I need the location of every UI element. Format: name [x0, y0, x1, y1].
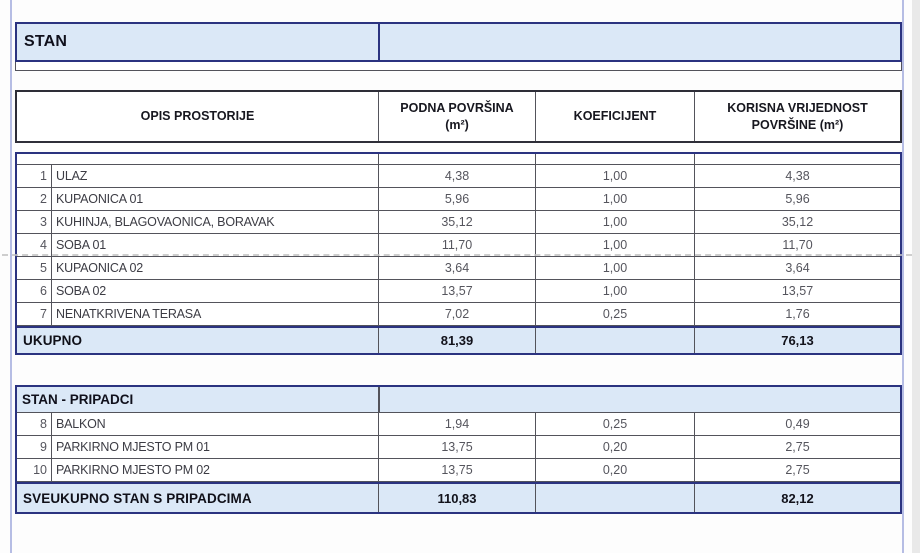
room-name-cell: KUPAONICA 01	[52, 188, 379, 210]
room-number-cell: 8	[17, 413, 52, 435]
floor-area-cell: 1,94	[379, 413, 536, 435]
pripadci-band-divider	[378, 387, 380, 412]
room-number-cell: 6	[17, 280, 52, 302]
floor-area-cell: 4,38	[379, 165, 536, 187]
dashed-guide-line	[2, 254, 912, 256]
room-number-cell: 10	[17, 459, 52, 481]
room-number-cell: 2	[17, 188, 52, 210]
room-row	[17, 280, 900, 303]
room-name-cell: SOBA 01	[52, 234, 379, 256]
col-header-koeficijent-label: KOEFICIJENT	[573, 109, 657, 124]
sveukupno-useful-area: 82,12	[781, 490, 814, 506]
col-header-podna-line1: PODNA POVRŠINA	[400, 101, 514, 116]
col-header-koeficijent	[536, 92, 695, 141]
room-number-cell: 9	[17, 436, 52, 458]
pripadci-row	[17, 459, 900, 482]
room-name-cell: BALKON	[52, 413, 379, 435]
room-name-cell: NENATKRIVENA TERASA	[52, 303, 379, 325]
page-break-guide-left	[10, 0, 12, 553]
col-header-podna-line2: (m²)	[445, 117, 469, 132]
room-number-cell: 1	[17, 165, 52, 187]
room-name-cell: ULAZ	[52, 165, 379, 187]
stan-band-divider	[378, 24, 380, 60]
page-break-guide-right	[902, 0, 904, 553]
col-header-opis	[17, 92, 379, 141]
useful-area-cell: 13,57	[781, 284, 814, 298]
room-name-cell: SOBA 02	[52, 280, 379, 302]
room-name-cell: KUHINJA, BLAGOVAONICA, BORAVAK	[52, 211, 379, 233]
sveukupno-floor-area: 110,83	[379, 484, 536, 512]
col-header-korisna-line2: POVRŠINE (m²)	[751, 117, 844, 132]
room-number-cell: 7	[17, 303, 52, 325]
ukupno-label: UKUPNO	[17, 328, 379, 353]
floor-area-cell: 13,75	[379, 436, 536, 458]
useful-area-cell: 35,12	[781, 215, 814, 229]
room-number-cell: 3	[17, 211, 52, 233]
sveukupno-label: SVEUKUPNO STAN S PRIPADCIMA	[17, 484, 379, 512]
useful-area-cell: 0,49	[785, 417, 810, 431]
room-name-cell: PARKIRNO MJESTO PM 02	[52, 459, 379, 481]
sveukupno-row	[17, 482, 900, 512]
useful-area-cell: 11,70	[782, 238, 813, 252]
col-header-podna	[379, 92, 536, 141]
ukupno-coefficient	[536, 328, 695, 353]
useful-area-cell: 4,38	[785, 169, 810, 183]
coefficient-cell: 0,20	[536, 436, 695, 458]
room-name-cell: KUPAONICA 02	[52, 257, 379, 279]
pripadci-title-band	[17, 387, 900, 413]
room-row	[17, 165, 900, 188]
coefficient-cell: 0,20	[536, 459, 695, 481]
room-row	[17, 211, 900, 234]
useful-area-cell: 3,64	[785, 261, 810, 275]
col-header-opis-label: OPIS PROSTORIJE	[140, 109, 255, 124]
col-header-korisna-line1: KORISNA VRIJEDNOST	[727, 101, 868, 116]
spacer-row-mid	[17, 154, 900, 165]
floor-area-cell: 3,64	[379, 257, 536, 279]
spacer-row-top	[15, 62, 902, 71]
pripadci-table	[15, 385, 902, 514]
coefficient-cell: 0,25	[536, 303, 695, 325]
floor-area-cell: 5,96	[379, 188, 536, 210]
sveukupno-coefficient	[536, 484, 695, 512]
floor-area-cell: 35,12	[379, 211, 536, 233]
useful-area-cell: 1,76	[785, 307, 810, 321]
floor-area-cell: 7,02	[379, 303, 536, 325]
coefficient-cell: 1,00	[536, 211, 695, 233]
floor-area-cell: 11,70	[379, 234, 536, 256]
useful-area-cell: 2,75	[785, 463, 810, 477]
pripadci-row	[17, 436, 900, 459]
room-number-cell: 5	[17, 257, 52, 279]
room-row	[17, 188, 900, 211]
coefficient-cell: 1,00	[536, 165, 695, 187]
room-row	[17, 303, 900, 326]
col-header-korisna	[695, 92, 900, 141]
ukupno-row	[17, 326, 900, 353]
coefficient-cell: 1,00	[536, 234, 695, 256]
floor-area-cell: 13,75	[379, 459, 536, 481]
stan-title: STAN	[24, 33, 68, 50]
useful-area-cell: 2,75	[785, 440, 810, 454]
room-row	[17, 257, 900, 280]
right-edge-strip	[912, 0, 920, 553]
pripadci-title: STAN - PRIPADCI	[22, 392, 134, 407]
stan-section	[15, 22, 902, 71]
useful-area-cell: 5,96	[785, 192, 810, 206]
room-number-cell: 4	[17, 234, 52, 256]
floor-area-cell: 13,57	[379, 280, 536, 302]
coefficient-cell: 0,25	[536, 413, 695, 435]
column-header-row	[15, 90, 902, 143]
coefficient-cell: 1,00	[536, 188, 695, 210]
ukupno-useful-area: 76,13	[781, 333, 814, 348]
stan-title-band	[15, 22, 902, 62]
room-name-cell: PARKIRNO MJESTO PM 01	[52, 436, 379, 458]
ukupno-floor-area: 81,39	[379, 328, 536, 353]
coefficient-cell: 1,00	[536, 280, 695, 302]
pripadci-row	[17, 413, 900, 436]
coefficient-cell: 1,00	[536, 257, 695, 279]
